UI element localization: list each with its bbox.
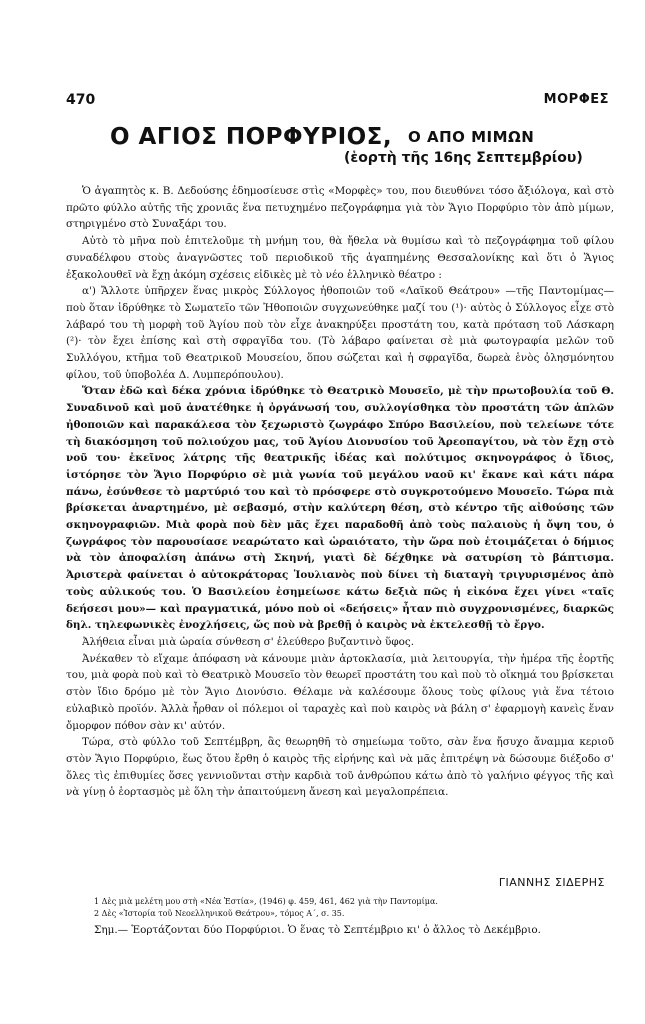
title-main: Ο ΑΓΙΟΣ ΠΟΡΦΥΡΙΟΣ, — [110, 124, 393, 150]
paragraph: Ὁ ἀγαπητὸς κ. Β. Δεδούσης ἐδημοσίευσε στὶς «Μορφὲς» του, που διευθύνει τόσο ἄξιόλογα, καὶ στὸ πρῶτο φύλλο αὐτῆς τῆς χρονιᾶς ἕνα πετυχημένο πεζογράφημα γιὰ τὸν Ἅγιο Πορφύριο τὸν ἀπὸ μίμων, στηριγμένο στὸ Συναξάρι του. — [66, 185, 614, 231]
page-number: 470 — [66, 92, 96, 108]
paragraph: Τώρα, στὸ φύλλο τοῦ Σεπτέμβρη, ἂς θεωρηθῆ τὸ σημείωμα τοῦτο, σὰν ἕνα ἤσυχο ἄναμμα κεριοῦ στὸν Ἅγιο Πορφύριο, ἕως ὅτου ἔρθη ὁ καιρὸς τῆς εἰρήνης καὶ νὰ μᾶς ἐπιτρέψη νὰ δώσουμε διέξοδο σ' ὅλες τὶς ἐπιθυμίες ὅσες γεννιοῦνται στὴν καρδιὰ τοῦ ἀνθρώπου κάτω ἀπὸ τὸ γαλήνιο φέγγος τῆς καὶ νὰ γίνῃ ὁ ἑορτασμὸς μὲ ὅλη τὴν ἀπαιτούμενη ἄνεση καὶ μεγαλοπρέπεια. — [66, 736, 614, 799]
article-body — [66, 183, 614, 801]
paragraph-bold: Ὅταν ἐδῶ καὶ δέκα χρόνια ἱδρύθηκε τὸ Θεατρικὸ Μουσεῖο, μὲ τὴν πρωτοβουλία τοῦ Θ. Συναδινοῦ καὶ μοῦ ἀνατέθηκε ἡ ὀργάνωσή του, συλλογίσθηκα τὸν προστάτη τῶν ἁπλῶν ἠθοποιῶν καὶ παρακάλεσα τὸν ξεχωριστὸ ζωγράφο Σπύρο Βασιλείου, ποὺ τελείωνε τότε τὴ διακόσμηση τοῦ πολιούχου μας, τοῦ Ἁγίου Διονυσίου τοῦ Ἀρεοπαγίτου, νὰ τὸν ἔχῃ στὸ νοῦ του· ἐκεῖνος λάτρης τῆς θεατρικῆς ἰδέας καὶ πολύτιμος σκηνογράφος ὁ ἴδιος, ἱστόρησε τὸν Ἅγιο Πορφύριο σὲ μιὰ γωνία τοῦ μεγάλου ναοῦ κι' ἔκανε καὶ κάτι πάρα πάνω, ἐσύνθεσε τὸ μαρτύριό του καὶ τὸ πρόσφερε στὸ συγκροτούμενο Μουσεῖο. Τώρα πιὰ βρίσκεται ἀναρτημένο, μὲ σεβασμό, στὴν καλύτερη θέση, στὸ κέντρο τῆς αἰθούσης τῶν σκηνογραφιῶν. Μιὰ φορὰ ποὺ δὲν μᾶς ἔχει παραδοθῆ ἀπὸ τοὺς παλαιοὺς ἡ ὄψη του, ὁ ζωγράφος τὸν παρουσίασε νεαρώτατο καὶ ὡραιότατο, τὴν ὥρα ποὺ ἑτοιμάζεται ὁ δήμιος νὰ τὸν ἀποφαλίση ἀπάνω στὴ Σκηνή, γιατὶ δὲ δέχθηκε νὰ σατυρίση τὸ βάπτισμα. Ἀριστερὰ φαίνεται ὁ αὐτοκράτορας Ἰουλιανὸς ποὺ δίνει τὴ διαταγὴ τριγυρισμένος ἀπὸ τοὺς αὐλικούς του. Ὁ Βασιλείου ἐσημείωσε κάτω δεξιὰ πῶς ἡ εἰκόνα ἔχει γίνει «ταῖς δεήσεσι μου»— καὶ πραγματικά, μόνο ποὺ οἱ «δεήσεις» ἦταν πιὸ συγχρονισμένες, διαρκῶς δηλ. τηλεφωνικὲς ἐνοχλήσεις, ὥς ποὺ νὰ βρεθῇ ὁ καιρὸς νὰ ἐκτελεσθῇ τὸ ἔργο. — [66, 385, 614, 632]
running-head: ΜΟΡΦΕΣ — [543, 92, 609, 107]
footnote: 2 Δὲς «Ἱστορία τοῦ Νεοελληνικοῦ Θεάτρου», τόμος Α΄, σ. 35. — [94, 909, 345, 918]
paragraph: α') Ἄλλοτε ὑπῆρχεν ἕνας μικρὸς Σύλλογος ἠθοποιῶν τοῦ «Λαϊκοῦ Θεάτρου» —τῆς Παντομίμας— ποὺ ὅταν ἱδρύθηκε τὸ Σωματεῖο τῶν Ἠθοποιῶν συγχωνεύθηκε μαζί του (¹)· αὐτὸς ὁ Σύλλογος εἶχε στὸ λάβαρό του τὴ μορφὴ τοῦ Ἁγίου ποὺ τὸν εἶχε ἀνακηρύξει προστάτη του, κατὰ πρόταση τοῦ Λάσκαρη (²)· τὸν ἔχει ἐπίσης καὶ στὴ σφραγῖδα του. (Τὸ λάβαρο φαίνεται σὲ μιὰ φωτογραφία μελῶν τοῦ Συλλόγου, κτῆμα τοῦ Θεατρικοῦ Μουσείου, ὅπου σώζεται καὶ ἡ σφραγῖδα, δωρεὰ ἑνὸς ὀλησμόνητου φίλου, τοῦ ὑποβολέα Δ. Λυμπερόπουλου). — [66, 285, 614, 381]
note-text: Σημ.— Ἑορτάζονται δύο Πορφύριοι. Ὁ ἕνας τὸ Σεπτέμβριο κι' ὁ ἄλλος τὸ Δεκέμβριο. — [94, 924, 541, 936]
paragraph: Ἀλήθεια εἶναι μιὰ ὡραία σύνθεση σ' ἐλεύθερο βυζαντινὸ ὕφος. — [82, 635, 415, 648]
title-sub: Ο ΑΠΟ ΜΙΜΩΝ — [408, 128, 535, 146]
footnote: 1 Δὲς μιὰ μελέτη μου στὴ «Νέα Ἑστία», (1946) φ. 459, 461, 462 γιὰ τὴν Παντομίμα. — [94, 897, 438, 906]
author-signature: ΓΙΑΝΝΗΣ ΣΙΔΕΡΗΣ — [498, 876, 605, 889]
subtitle: (ἑορτὴ τῆς 16ης Σεπτεμβρίου) — [344, 150, 583, 166]
paragraph: Ἀνέκαθεν τὸ εἴχαμε ἀπόφαση νὰ κάνουμε μιὰν ἀρτοκλασία, μιὰ λειτουργία, τὴν ἡμέρα τῆς ἑορτῆς του, μιὰ φορὰ ποὺ καὶ τὸ Θεατρικὸ Μουσεῖο τὸν θεωρεῖ προστάτη του καὶ ποὺ τὸ οἴκημά του βρίσκεται στὸν ἴδιο δρόμο μὲ τὸν Ἅγιο Διονύσιο. Θέλαμε νὰ καλέσουμε ὅλους τοὺς φίλους γιὰ ἕνα τέτοιο εὐλαβικὸ προϊόν. Ἀλλὰ ἦρθαν οἱ πόλεμοι οἱ ταραχὲς καὶ ποὺ καιρὸς νὰ βάλη σ' ἐφαρμογὴ κανεὶς ἕναν ὄμορφον πόθον σὰν κι' αὐτόν. — [66, 652, 614, 732]
paragraph: Αὐτὸ τὸ μῆνα ποὺ ἐπιτελοῦμε τὴ μνήμη του, θὰ ἤθελα νὰ θυμίσω καὶ τὸ πεζογράφημα τοῦ φίλου συναδέλφου στοὺς ἀναγνῶστες τοῦ περιοδικοῦ τῆς ἀγαπημένης Θεσσαλονίκης καὶ ὅτι ὁ Ἅγιος ἐξακολουθεῖ νὰ ἔχῃ ἀκόμη σχέσεις εἰδικὲς μὲ τὸ νέο ἑλληνικὸ θέατρο : — [66, 235, 614, 281]
closing-note — [66, 922, 614, 939]
footnotes — [66, 896, 614, 920]
